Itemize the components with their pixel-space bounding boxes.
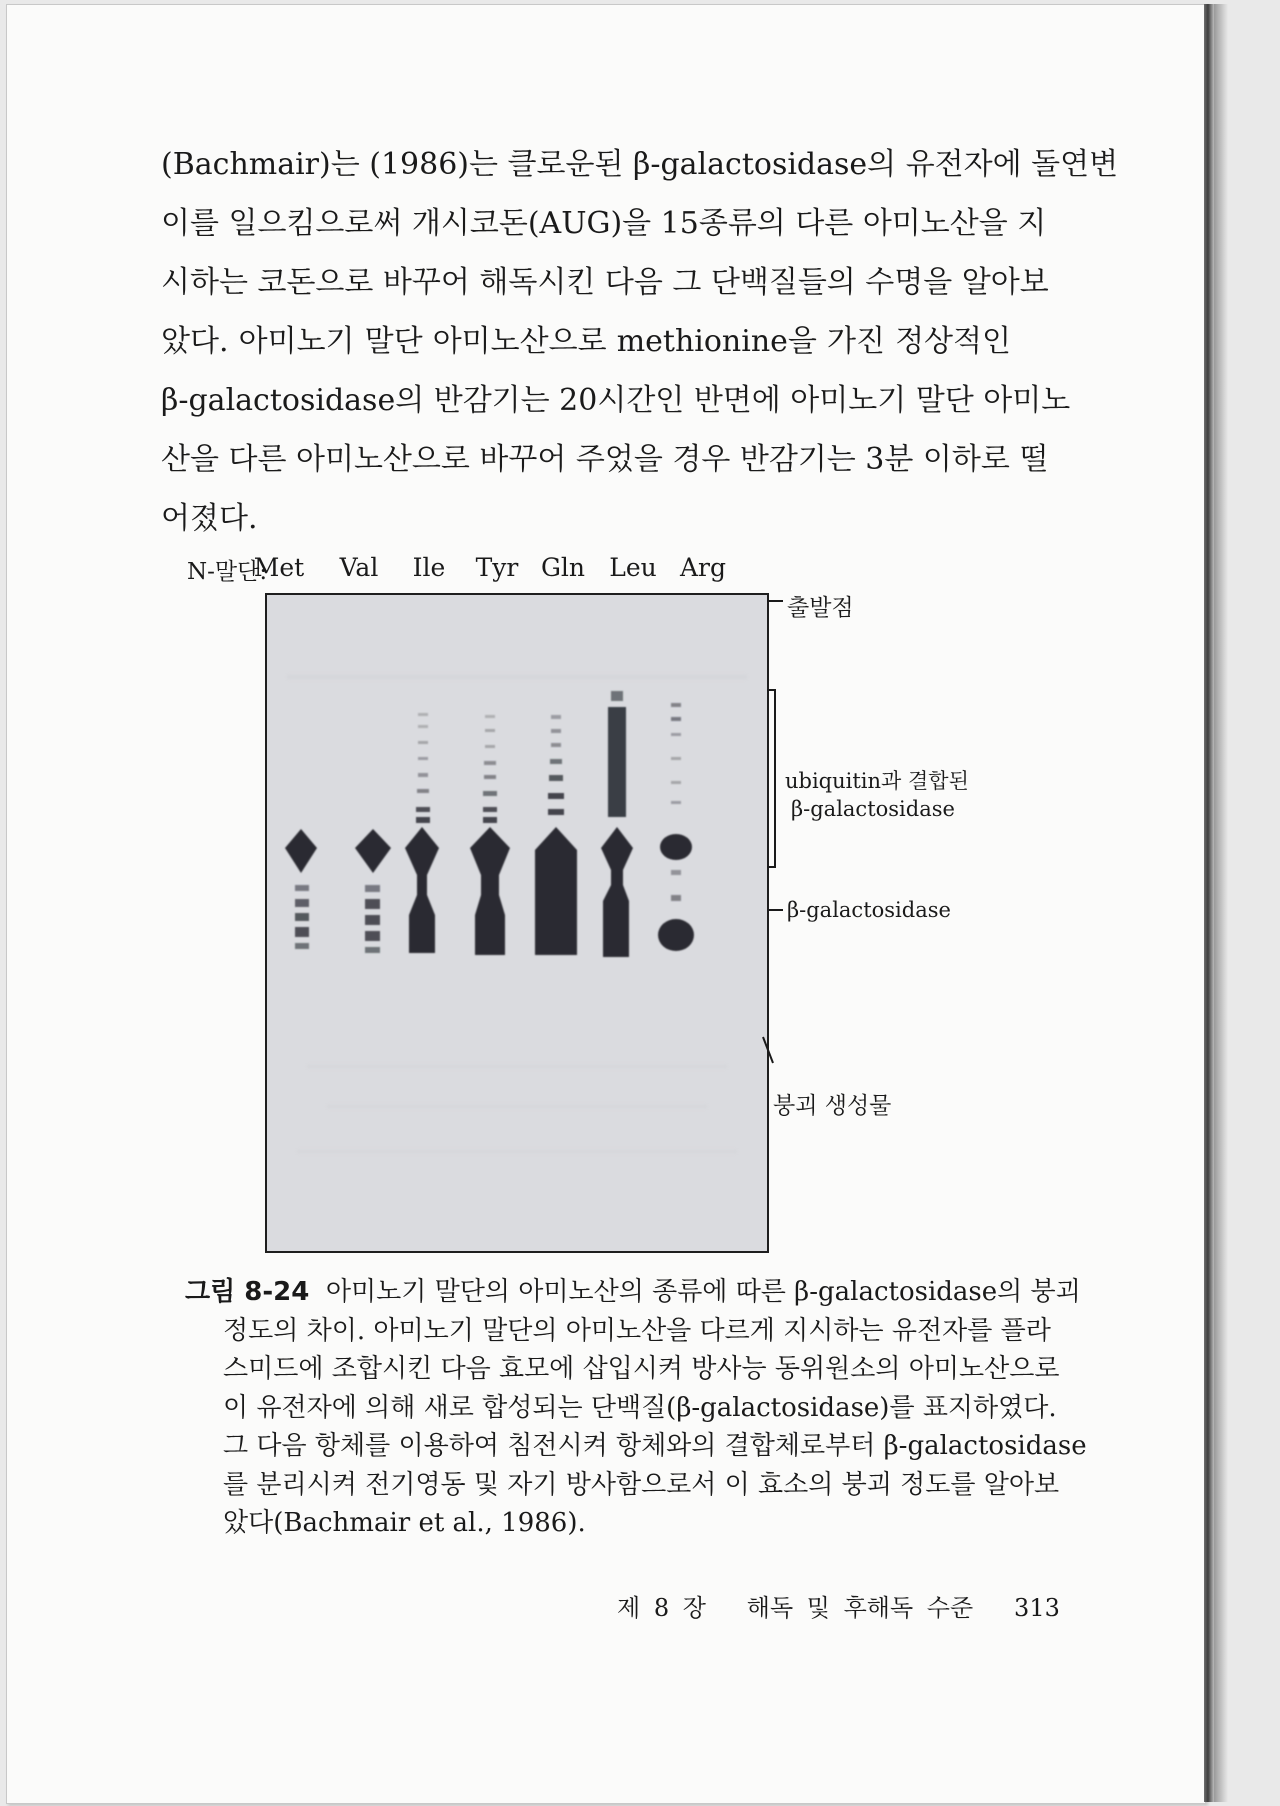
page-number: 313 xyxy=(1014,1594,1060,1622)
lane-label: Met xyxy=(253,553,305,582)
caption-line: 았다(Bachmair et al., 1986). xyxy=(223,1508,586,1538)
figure-caption xyxy=(185,1273,1087,1543)
origin-annotation: 출발점 xyxy=(787,595,854,621)
lane-label: Tyr xyxy=(475,553,519,582)
gel-image xyxy=(265,593,769,1253)
page-shadow xyxy=(1214,4,1228,1802)
lane-label: Gln xyxy=(540,553,586,582)
body-line: 시하는 코돈으로 바꾸어 해독시킨 다음 그 단백질들의 수명을 알아보 xyxy=(161,265,1049,300)
footer-chapter: 제 8 장 xyxy=(617,1594,706,1622)
body-line: β-galactosidase의 반감기는 20시간인 반면에 아미노기 말단 아미노 xyxy=(161,383,1071,418)
lane-label: Ile xyxy=(412,553,446,582)
caption-line: 를 분리시켜 전기영동 및 자기 방사함으로서 이 효소의 붕괴 정도를 알아보 xyxy=(223,1469,1060,1500)
ubiquitin-annotation-line2: β-galactosidase xyxy=(791,797,955,821)
caption-text: 아미노기 말단의 아미노산의 종류에 따른 β-galactosidase의 붕괴 xyxy=(325,1277,1081,1307)
lane-label: Arg xyxy=(679,553,726,582)
body-line: 어졌다. xyxy=(161,501,258,536)
gel-autoradiograph xyxy=(267,595,767,1251)
annotation-brackets xyxy=(761,585,801,1115)
body-paragraph xyxy=(161,135,1119,548)
page-footer xyxy=(617,1588,1060,1623)
page-edge xyxy=(1204,4,1214,1802)
caption-line: 정도의 차이. 아미노기 말단의 아미노산을 다르게 지시하는 유전자를 플라 xyxy=(223,1315,1051,1346)
body-line: 산을 다른 아미노산으로 바꾸어 주었을 경우 반감기는 3분 이하로 떨 xyxy=(161,442,1049,477)
ubiquitin-annotation-line1: ubiquitin과 결합된 xyxy=(785,769,969,793)
caption-line: 이 유전자에 의해 새로 합성되는 단백질(β-galactosidase)를 표지하였다. xyxy=(223,1392,1057,1423)
caption-line: 그 다음 항체를 이용하여 침전시켜 항체와의 결합체로부터 β-galactosidase xyxy=(223,1431,1087,1461)
figure-number: 그림 8-24 xyxy=(185,1277,310,1307)
caption-line xyxy=(185,1273,1081,1312)
body-line: 이를 일으킴으로써 개시코돈(AUG)을 15종류의 다른 아미노산을 지 xyxy=(161,206,1047,241)
bgal-annotation: β-galactosidase xyxy=(787,898,951,922)
degradation-annotation: 붕괴 생성물 xyxy=(773,1093,892,1119)
lane-label: Val xyxy=(339,553,379,582)
n-terminus-label: N-말단: xyxy=(187,559,268,585)
body-line: 았다. 아미노기 말단 아미노산으로 methionine을 가진 정상적인 xyxy=(161,324,1011,359)
body-line: (Bachmair)는 (1986)는 클로운된 β-galactosidase의 유전자에 돌연변 xyxy=(161,147,1119,182)
footer-title: 해독 및 후해독 수준 xyxy=(746,1594,974,1622)
book-page xyxy=(6,4,1206,1804)
caption-line: 스미드에 조합시킨 다음 효모에 삽입시켜 방사능 동위원소의 아미노산으로 xyxy=(223,1354,1060,1384)
lane-label: Leu xyxy=(609,553,657,582)
